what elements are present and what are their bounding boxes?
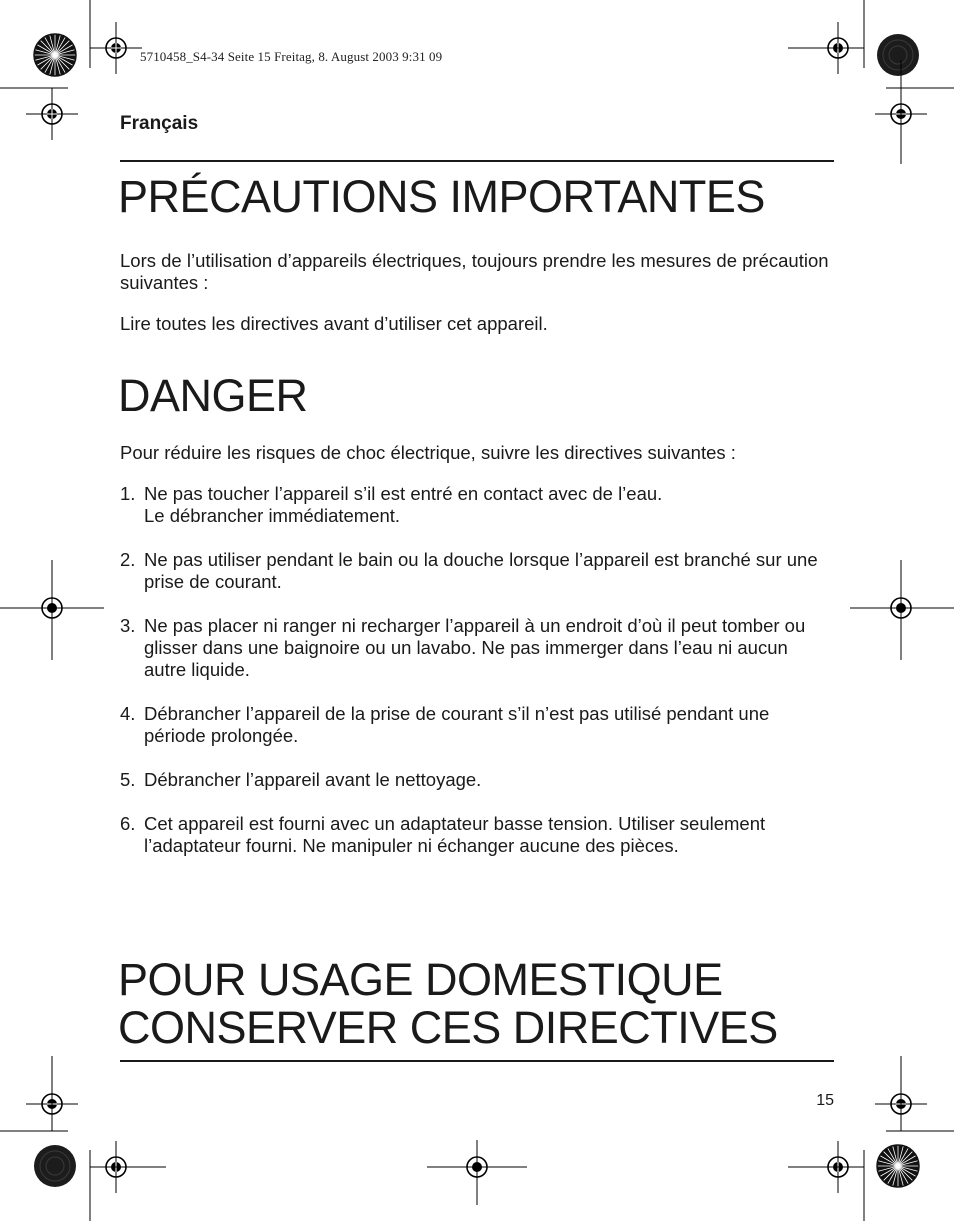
danger-heading: DANGER bbox=[118, 370, 308, 421]
list-item bbox=[120, 549, 835, 593]
list-item-text: Cet appareil est fourni avec un adaptateur basse tension. Utiliser seulement l’adaptateur fourni. Ne manipuler ni échanger aucune des pièces. bbox=[144, 813, 766, 856]
list-item-number: 5. bbox=[120, 769, 136, 790]
danger-list bbox=[120, 483, 835, 879]
list-item-text: Débrancher l’appareil avant le nettoyage. bbox=[144, 769, 482, 790]
list-item-text: Ne pas placer ni ranger ni recharger l’appareil à un endroit d’où il peut tomber ou glisser dans une baignoire ou un lavabo. Ne pas immerger dans l’eau ni aucun autre liquide. bbox=[144, 615, 806, 680]
starburst-target-icon bbox=[877, 1145, 919, 1187]
language-label: Français bbox=[120, 113, 199, 134]
list-item-number: 2. bbox=[120, 549, 136, 570]
list-item-text: Ne pas toucher l’appareil s’il est entré en contact avec de l’eau. bbox=[144, 483, 663, 504]
bottom-rule bbox=[120, 1060, 834, 1062]
list-item-number: 6. bbox=[120, 813, 136, 834]
registration-mark-icon bbox=[90, 22, 142, 74]
danger-lead: Pour réduire les risques de choc électrique, suivre les directives suivantes : bbox=[120, 442, 736, 463]
starburst-target-icon bbox=[34, 34, 76, 76]
save-instructions-heading: CONSERVER CES DIRECTIVES bbox=[118, 1002, 778, 1053]
solid-target-icon bbox=[877, 34, 919, 76]
print-slug: 5710458_S4-34 Seite 15 Freitag, 8. August 2003 9:31 09 bbox=[140, 49, 443, 64]
list-item bbox=[120, 615, 835, 681]
page-number: 15 bbox=[816, 1092, 834, 1109]
intro-paragraph: Lors de l’utilisation d’appareils électriques, toujours prendre les mesures de précaution suivantes : bbox=[120, 250, 829, 293]
page-title: PRÉCAUTIONS IMPORTANTES bbox=[118, 171, 765, 222]
solid-target-icon bbox=[34, 1145, 76, 1187]
intro-paragraph: Lire toutes les directives avant d’utiliser cet appareil. bbox=[120, 313, 548, 334]
household-use-heading: POUR USAGE DOMESTIQUE bbox=[118, 954, 723, 1005]
list-item-number: 3. bbox=[120, 615, 136, 636]
list-item bbox=[120, 483, 835, 527]
top-rule bbox=[120, 160, 834, 162]
list-item-text: Débrancher l’appareil de la prise de courant s’il n’est pas utilisé pendant une période prolongée. bbox=[144, 703, 770, 746]
list-item-number: 1. bbox=[120, 483, 136, 504]
registration-mark-icon bbox=[26, 88, 78, 140]
list-item-number: 4. bbox=[120, 703, 136, 724]
list-item bbox=[120, 813, 835, 857]
list-item bbox=[120, 703, 835, 747]
list-item-text: Ne pas utiliser pendant le bain ou la douche lorsque l’appareil est branché sur une prise de courant. bbox=[144, 549, 818, 592]
list-item bbox=[120, 769, 835, 791]
list-item-text: Le débrancher immédiatement. bbox=[144, 505, 401, 526]
